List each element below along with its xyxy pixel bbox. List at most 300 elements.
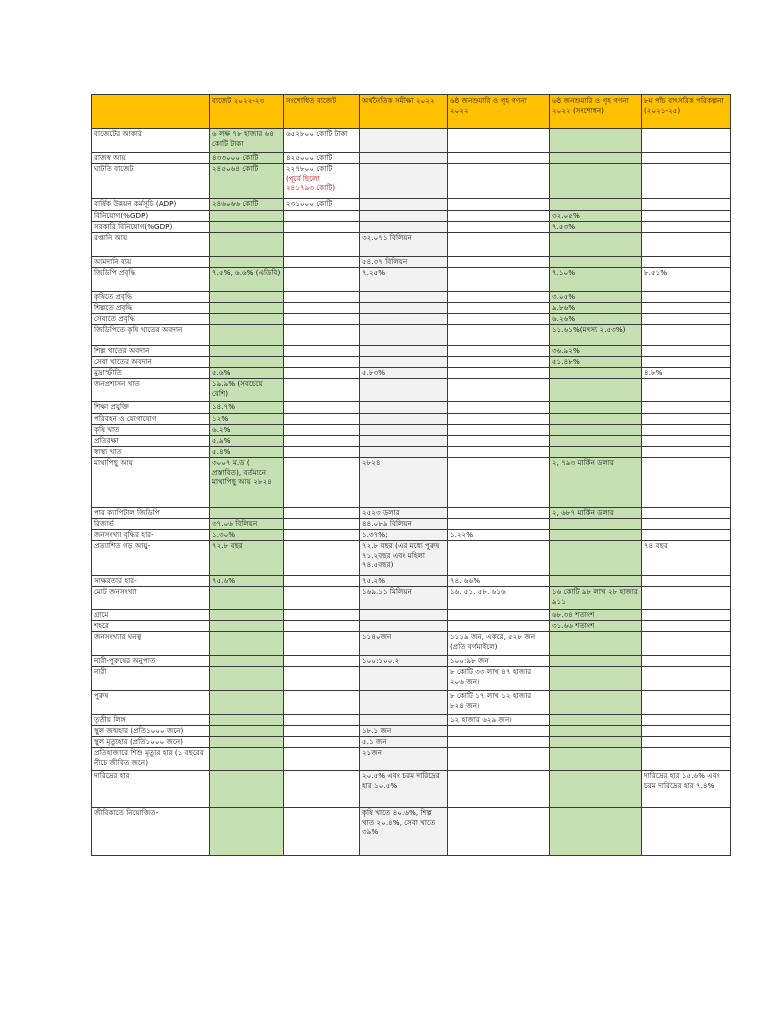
table-cell (550, 222, 642, 233)
table-cell (284, 632, 360, 656)
row-label (92, 368, 210, 379)
table-row (92, 576, 731, 587)
cell-text: সেবা খাতের অবদান (94, 357, 152, 366)
table-cell (642, 414, 731, 425)
table-cell (210, 368, 284, 379)
table-cell (550, 129, 642, 153)
table-cell (210, 541, 284, 576)
row-label (92, 379, 210, 402)
row-label (92, 737, 210, 748)
table-cell (550, 519, 642, 530)
table-cell (642, 222, 731, 233)
table-cell (360, 379, 448, 402)
table-cell (360, 257, 448, 268)
table-cell (210, 325, 284, 346)
row-label (92, 691, 210, 715)
table-cell (448, 576, 550, 587)
table-cell (448, 508, 550, 519)
cell-text: মোট জনসংখ্যা (94, 587, 137, 596)
table-row (92, 346, 731, 357)
cell-text: জনসংখ্যার ঘনত্ব (94, 632, 142, 641)
table-cell (360, 314, 448, 325)
table-cell (210, 748, 284, 771)
cell-text: স্বাস্থ্য খাত (94, 447, 122, 456)
table-cell (642, 726, 731, 737)
table-cell (642, 268, 731, 292)
table-cell (360, 325, 448, 346)
table-cell (210, 621, 284, 632)
table-cell (210, 737, 284, 748)
table-cell (210, 414, 284, 425)
table-cell (550, 632, 642, 656)
table-cell (448, 292, 550, 303)
row-label (92, 519, 210, 530)
table-row (92, 233, 731, 257)
row-label (92, 748, 210, 771)
table-cell (284, 808, 360, 856)
table-row (92, 632, 731, 656)
table-cell (448, 610, 550, 621)
header-cell-0 (92, 95, 210, 129)
table-cell (448, 233, 550, 257)
table-cell (210, 715, 284, 726)
table-cell (642, 436, 731, 447)
table-cell (210, 667, 284, 691)
table-cell (284, 576, 360, 587)
table-cell (210, 726, 284, 737)
cell-text: ৪২৫০০০ কোটি (286, 153, 333, 162)
row-label (92, 530, 210, 541)
table-cell (360, 199, 448, 211)
cell-text: শহরে (94, 621, 109, 630)
table-cell (448, 656, 550, 667)
table-cell (550, 164, 642, 199)
table-cell (642, 587, 731, 610)
table-cell (284, 530, 360, 541)
table-cell (210, 211, 284, 222)
table-cell (284, 402, 360, 414)
cell-text: ১২ হাজার ৬২৯ জন। (450, 715, 512, 724)
table-row (92, 436, 731, 447)
row-label (92, 325, 210, 346)
table-row (92, 808, 731, 856)
table-cell (642, 199, 731, 211)
table-cell (642, 691, 731, 715)
cell-text: নারী (94, 667, 107, 676)
table-cell (642, 402, 731, 414)
table-row (92, 414, 731, 425)
cell-text: ৭.২৫% (362, 268, 386, 277)
table-cell (642, 541, 731, 576)
table-row (92, 610, 731, 621)
table-cell (210, 508, 284, 519)
table-cell (360, 414, 448, 425)
table-cell (642, 737, 731, 748)
table-cell (360, 541, 448, 576)
table-cell (448, 257, 550, 268)
table-row (92, 541, 731, 576)
table-cell (550, 211, 642, 222)
table-cell (448, 667, 550, 691)
cell-text: ১০০:১০০.২ (362, 656, 400, 665)
cell-text: ১.২২% (450, 530, 474, 539)
table-cell (284, 771, 360, 808)
cell-text: ৭২.৮ বছর (এর মধ্যে পুরুষ ৭১.২বছর এবং মহিলা ৭৪.৫বছর) (362, 541, 440, 569)
table-cell (642, 748, 731, 771)
table-cell (550, 576, 642, 587)
table-cell (642, 314, 731, 325)
table-cell (360, 164, 448, 199)
header-row (92, 95, 731, 129)
table-cell (550, 303, 642, 314)
table-cell (284, 268, 360, 292)
cell-text: ৩৬.৯২% (552, 346, 580, 355)
table-cell (360, 292, 448, 303)
table-cell (448, 402, 550, 414)
table-cell (360, 587, 448, 610)
cell-text: ৫১.৪৮% (552, 357, 580, 366)
row-label (92, 587, 210, 610)
cell-text: জনপ্রশাসন খাত (94, 379, 140, 388)
table-cell (448, 519, 550, 530)
cell-text: ৩৭.০৬ বিলিয়ন (212, 519, 258, 528)
row-label (92, 164, 210, 199)
row-label (92, 257, 210, 268)
table-cell (550, 691, 642, 715)
cell-text: ১৬ কোটি ৯৮ লাখ ২৮ হাজার ৯১১ (552, 587, 638, 606)
table-cell (284, 667, 360, 691)
table-cell (360, 268, 448, 292)
table-cell (642, 164, 731, 199)
cell-text: ৭২.৮ বছর (212, 541, 243, 550)
table-cell (642, 211, 731, 222)
table-cell (284, 303, 360, 314)
row-label (92, 726, 210, 737)
table-cell (284, 748, 360, 771)
cell-text: জিডিপি প্রবৃদ্ধি (94, 268, 136, 277)
cell-note: ২৪১৭৯৩ কোটি) (286, 183, 336, 192)
cell-text: ৬.২% (212, 425, 231, 434)
table-cell (210, 268, 284, 292)
table-cell (210, 379, 284, 402)
table-cell (284, 541, 360, 576)
table-cell (642, 508, 731, 519)
cell-text: ৭৫.৬% (212, 576, 236, 585)
table-row (92, 325, 731, 346)
table-cell (642, 610, 731, 621)
row-label (92, 508, 210, 519)
table-cell (642, 576, 731, 587)
table-cell (210, 771, 284, 808)
cell-text: ৭৪ বছর (644, 541, 668, 550)
table-cell (448, 314, 550, 325)
table-cell (360, 368, 448, 379)
table-cell (448, 153, 550, 164)
table-cell (210, 257, 284, 268)
cell-text: স্থুল জন্মহার (প্রতি১০০০ জনে) (94, 726, 184, 735)
table-cell (284, 346, 360, 357)
table-cell (448, 211, 550, 222)
cell-text: বাজেটের আকার (94, 129, 142, 138)
cell-text: রিজার্ভ (94, 519, 114, 528)
cell-text: মুদ্রাস্ফীতি (94, 368, 122, 377)
table-cell (284, 726, 360, 737)
cell-text: ৬.২৬% (552, 314, 576, 323)
table-cell (210, 458, 284, 508)
cell-text: ৮ কোটি ৩৩ লাখ ৪৭ হাজার ২০৬ জন। (450, 667, 532, 686)
cell-text: ২৪৬০৬৬ কোটি (212, 199, 259, 208)
row-label (92, 346, 210, 357)
table-cell (448, 748, 550, 771)
table-cell (360, 715, 448, 726)
data-table (91, 94, 731, 856)
table-row (92, 715, 731, 726)
cell-text: স্থুল মৃত্যুহার (প্রতি১০০০ জনে) (94, 737, 183, 746)
table-cell (550, 153, 642, 164)
cell-text: বার্ষিক উন্নয়ন কর্মসূচি (ADP) (94, 199, 177, 208)
cell-text: প্রতিরক্ষা (94, 436, 119, 445)
table-cell (448, 303, 550, 314)
table-cell (360, 233, 448, 257)
table-cell (284, 715, 360, 726)
table-row (92, 519, 731, 530)
cell-text: পুরুষ (94, 691, 109, 700)
table-cell (642, 325, 731, 346)
header-cell-6: ৮ম পাঁচ বাৎসরিক পরিকল্পনা (২০২১-২৫) (642, 95, 731, 129)
table-cell (550, 508, 642, 519)
table-cell (550, 314, 642, 325)
table-cell (360, 576, 448, 587)
row-label (92, 233, 210, 257)
cell-text: ৫.৮৩% (362, 368, 386, 377)
table-row (92, 292, 731, 303)
row-label (92, 771, 210, 808)
table-cell (550, 292, 642, 303)
cell-text: ১২% (212, 414, 229, 423)
table-row (92, 737, 731, 748)
cell-text: ৩০০৭ ম.ড ( প্রস্তাবিত), বর্তমানে মাথাপিছু আয় ২৮২৪ (212, 458, 272, 486)
table-row (92, 222, 731, 233)
table-cell (284, 425, 360, 436)
cell-text: ৪৩৩০০০ কোটি (212, 153, 259, 162)
table-cell (642, 667, 731, 691)
table-cell (284, 314, 360, 325)
table-cell (210, 357, 284, 368)
cell-text: মাথাপিছু আয় (94, 458, 134, 467)
table-cell (550, 610, 642, 621)
cell-text: প্রতিহাজারে শিশু মৃত্যুর হার (১ বছরের নীচে জীবিত জনে) (94, 748, 204, 767)
table-cell (360, 129, 448, 153)
table-cell (550, 436, 642, 447)
table-cell (210, 303, 284, 314)
table-cell (284, 292, 360, 303)
cell-text: ৩২.০৫% (552, 211, 580, 220)
table-header (92, 95, 731, 129)
table-row (92, 726, 731, 737)
table-row (92, 458, 731, 508)
table-cell (284, 153, 360, 164)
table-cell (360, 458, 448, 508)
table-row (92, 402, 731, 414)
table-cell (210, 587, 284, 610)
table-cell (360, 303, 448, 314)
table-row (92, 748, 731, 771)
cell-text: আমদানি ব্যয় (94, 257, 132, 266)
table-row (92, 667, 731, 691)
table-cell (550, 257, 642, 268)
table-cell (642, 425, 731, 436)
cell-text: পার ক্যাপিটাল জিডিপি (94, 508, 160, 517)
row-label (92, 199, 210, 211)
cell-text: রপ্তানি আয় (94, 233, 128, 242)
table-row (92, 621, 731, 632)
cell-text: ২৮২৪ (362, 458, 381, 467)
cell-text: কৃষি খাত (94, 425, 120, 434)
table-cell (360, 346, 448, 357)
table-cell (448, 436, 550, 447)
header-cell-2: সংশোধিত বাজেট (284, 95, 360, 129)
cell-text: ৫.৪% (212, 447, 231, 456)
table-cell (550, 199, 642, 211)
table-cell (360, 508, 448, 519)
cell-text: ২২৭৮০০ কোটি (286, 164, 333, 173)
table-cell (448, 737, 550, 748)
table-cell (284, 211, 360, 222)
cell-text: ৫৪.৩৭ বিলিয়ন (362, 257, 408, 266)
table-cell (448, 715, 550, 726)
table-cell (210, 519, 284, 530)
row-label (92, 447, 210, 458)
table-cell (550, 726, 642, 737)
table-cell (210, 530, 284, 541)
table-cell (642, 519, 731, 530)
table-row (92, 425, 731, 436)
table-cell (210, 656, 284, 667)
table-cell (642, 368, 731, 379)
table-cell (448, 368, 550, 379)
table-cell (360, 153, 448, 164)
cell-text: ৭.৫%, ৬.৬% (এডিবি) (212, 268, 281, 277)
table-cell (210, 610, 284, 621)
table-cell (360, 610, 448, 621)
row-label (92, 357, 210, 368)
row-label (92, 414, 210, 425)
row-label (92, 292, 210, 303)
table-cell (360, 667, 448, 691)
cell-text: ৩১.৬৬ শতাংশ (552, 621, 595, 630)
row-label (92, 268, 210, 292)
table-cell (550, 325, 642, 346)
cell-text: ৭.৫৩% (552, 222, 576, 231)
table-cell (448, 632, 550, 656)
table-cell (448, 530, 550, 541)
table-cell (448, 199, 550, 211)
cell-text: কৃষি খাতে ৪০.৬%, শিল্প খাত ২০.৪%, সেবা খাতে ৩৯% (362, 808, 436, 836)
table-body (92, 129, 731, 856)
table-cell (210, 233, 284, 257)
table-cell (550, 402, 642, 414)
cell-text: ১৬. ৫১. ৫৮. ৬১৬ (450, 587, 506, 596)
table-cell (210, 346, 284, 357)
table-cell (550, 808, 642, 856)
row-label (92, 715, 210, 726)
table-cell (284, 414, 360, 425)
row-label (92, 222, 210, 233)
row-label (92, 314, 210, 325)
table-row (92, 691, 731, 715)
table-cell (210, 222, 284, 233)
cell-text: প্রত্যাশিত গড় আয়ু- (94, 541, 151, 550)
table-cell (210, 164, 284, 199)
table-cell (360, 211, 448, 222)
table-cell (284, 222, 360, 233)
cell-text: ৭৫.২% (362, 576, 386, 585)
table-cell (284, 508, 360, 519)
table-cell (448, 458, 550, 508)
cell-text: জনসংখ্যা বৃদ্ধির হার- (94, 530, 154, 539)
row-label (92, 667, 210, 691)
row-label (92, 436, 210, 447)
table-row (92, 368, 731, 379)
table-cell (550, 715, 642, 726)
table-cell (210, 292, 284, 303)
table-cell (550, 268, 642, 292)
cell-text: ২১জন (362, 748, 383, 757)
cell-text: জিডিপিতে কৃষি খাতের অবদান (94, 325, 183, 334)
cell-text: ২০.৫% এবং চরম দারিদ্রের হার ১০.৫% (362, 771, 440, 790)
header-cell-4: ৬ষ্ঠ জনশুমারি ও গৃহ গণনা ২০২২ (448, 95, 550, 129)
header-cell-5: ৬ষ্ঠ জনশুমারি ও গৃহ গণনা ২০২২ (সংশোধন) (550, 95, 642, 129)
table-cell (360, 519, 448, 530)
table-cell (550, 667, 642, 691)
table-cell (448, 621, 550, 632)
header-cell-3: অর্থনৈতিক সমীক্ষা ২০২২ (360, 95, 448, 129)
cell-text: দারিদ্রের হার (94, 771, 130, 780)
table-cell (642, 303, 731, 314)
table-cell (284, 447, 360, 458)
table-cell (550, 541, 642, 576)
table-cell (284, 621, 360, 632)
cell-text: ২৪৫০৬৪ কোটি (212, 164, 259, 173)
table-cell (448, 222, 550, 233)
cell-text: শিক্ষা প্রযুক্তি (94, 402, 130, 411)
cell-text: ১০০:৯৮ জন (450, 656, 489, 665)
table-cell (448, 726, 550, 737)
table-cell (642, 357, 731, 368)
cell-text: ৮ কোটি ১৭ লাখ ১২ হাজার ৮২৪ জন। (450, 691, 532, 710)
table-cell (642, 771, 731, 808)
table-cell (210, 425, 284, 436)
table-cell (550, 458, 642, 508)
table-cell (448, 447, 550, 458)
table-row (92, 447, 731, 458)
table-cell (448, 357, 550, 368)
table-row (92, 303, 731, 314)
row-label (92, 656, 210, 667)
table-cell (360, 737, 448, 748)
cell-text: তৃতীয় লিঙ্গ (94, 715, 126, 724)
table-cell (642, 715, 731, 726)
table-cell (550, 379, 642, 402)
table-cell (210, 153, 284, 164)
table-cell (550, 425, 642, 436)
table-cell (360, 425, 448, 436)
table-cell (550, 621, 642, 632)
table-row (92, 357, 731, 368)
table-cell (210, 632, 284, 656)
table-cell (360, 656, 448, 667)
cell-text: ৫.৯% (212, 436, 231, 445)
